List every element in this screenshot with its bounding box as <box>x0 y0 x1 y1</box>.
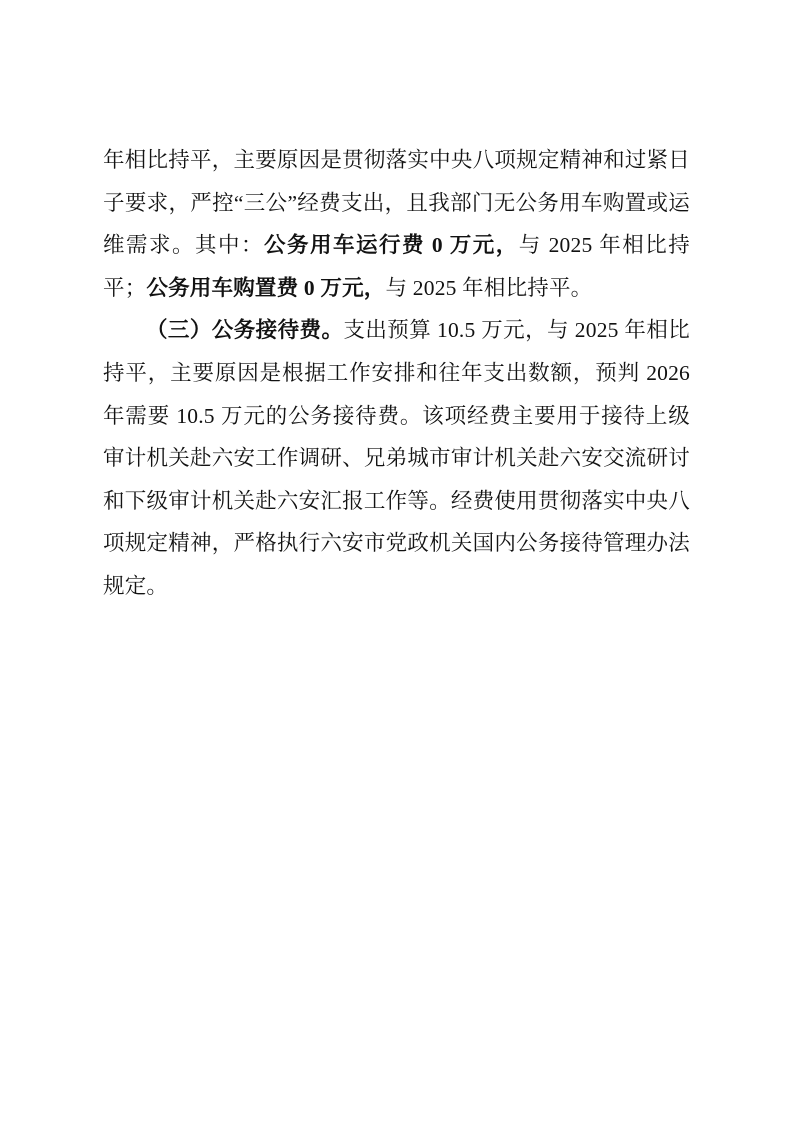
paragraph-reception-expense <box>103 309 690 607</box>
paragraph-text: 年相比持平，主要原因是贯彻落实中央八项规定精神和过紧日子要求，严控“三公”经费支出，且我部门无公务用车购置或运维需求。其中： <box>103 148 690 258</box>
paragraph-text: 支出预算 10.5 万元，与 2025 年相比持平，主要原因是根据工作安排和往年支出数额，预判 2026 年需要 10.5 万元的公务接待费。该项经费主要用于接待上级审计机关赴六安工作调研、兄弟城市审计机关赴六安交流研讨和下级审计机关赴六安汇报工作等。经费使用贯彻落实中央八项规定精神，严格执行六安市党政机关国内公务接待管理办法规定。 <box>103 318 690 598</box>
paragraph-text-bold: 公务用车购置费 0 万元， <box>146 275 386 300</box>
paragraph-vehicle-expense <box>103 139 690 309</box>
paragraph-text-bold: 公务用车运行费 0 万元， <box>264 233 519 258</box>
document-body <box>103 139 690 608</box>
paragraph-text: 与 2025 年相比持平； <box>103 233 690 300</box>
paragraph-text: 与 2025 年相比持平。 <box>385 275 593 300</box>
paragraph-heading-bold: （三）公务接待费。 <box>146 318 344 343</box>
